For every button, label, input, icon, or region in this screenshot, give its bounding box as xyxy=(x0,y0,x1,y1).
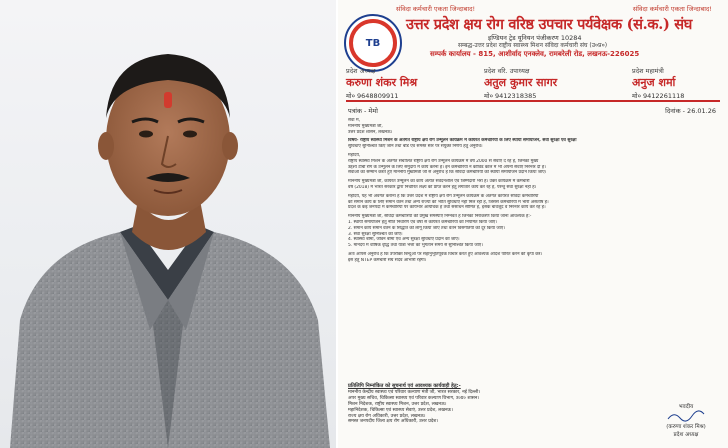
officer-role: प्रदेश वरि. उपाध्यक्ष xyxy=(484,67,530,75)
copy-to-item: अपर मुख्य सचिव, चिकित्सा स्वास्थ्य एवं परिवार कल्याण विभाग, उ०प्र० शासन। xyxy=(348,395,480,401)
portrait-photo xyxy=(0,0,336,448)
letter-line: वर्ष (2018) में भारत सरकार द्वारा निर्धारित लक्ष्य को प्राप्त करने हेतु लगातार कार्य कर रहे हैं, परन्तु सेवा सुरक्षा नहीं है। xyxy=(348,184,537,190)
letter-line: 4. स्वास्थ्य बीमा, जीवन बीमा एवं अन्य सुरक्षा सुविधाएं प्रदान की जाएं। xyxy=(348,237,460,243)
signature-block xyxy=(666,402,706,438)
letter-line: सेवाओं का सम्मान करते हुए माननीय मुख्यमंत्री जी से अनुरोध है कि संविदा कर्मचारियों को स्थायी समायोजन प्रदान किया जाए। xyxy=(348,170,547,176)
letter-line: प्रदेश के कई जनपदों में कर्मचारियों पर कार्यभार अत्यधिक है तथा संसाधन सीमित हैं, इसके बावजूद वे निरन्तर कार्य कर रहे हैं। xyxy=(348,205,546,211)
letter-line: अतः आपसे अनुरोध है कि उपरोक्त बिन्दुओं पर सहानुभूतिपूर्वक विचार करते हुए आवश्यक आदेश पारित करने की कृपा करें। xyxy=(348,251,543,257)
copy-to-list xyxy=(348,390,598,425)
letter-line: सुविधाएं सुनिश्चित किए जाने तथा बोर्ड एवं समस्त स्तर पर संयुक्त निर्णय हेतु अनुरोध। xyxy=(348,144,483,150)
letter-document xyxy=(338,0,728,448)
signature-role: प्रदेश अध्यक्ष xyxy=(673,432,699,438)
slogan-left: संविदा कर्मचारी एकता जिन्दाबाद! xyxy=(396,5,476,13)
officer-role: प्रदेश अध्यक्ष xyxy=(346,67,376,75)
letter-line: महोदय, यह भी अवगत कराना है कि उत्तर प्रदेश में राष्ट्रीय क्षय रोग उन्मूलन कार्यक्रम के अंतर्गत कार्यरत संविदा कर्मचारियों xyxy=(348,193,539,199)
officers-row xyxy=(346,66,722,100)
officer-mobile: मो० 9412318385 xyxy=(484,92,537,100)
union-logo xyxy=(344,14,402,72)
officer-vice-president xyxy=(484,66,557,100)
copy-to-item: मिशन निदेशक, राष्ट्रीय स्वास्थ्य मिशन, उत्तर प्रदेश, लखनऊ। xyxy=(348,401,447,407)
slogan-right: संविदा कर्मचारी एकता जिन्दाबाद! xyxy=(632,5,712,13)
org-title: उत्तर प्रदेश क्षय रोग वरिष्ठ उपचार पर्यवेक्षक (सं.क.) संघ xyxy=(406,16,693,33)
officer-role: प्रदेश महामंत्री xyxy=(632,67,664,75)
officer-mobile: मो० 9648809911 xyxy=(346,92,399,100)
logo-text: TB xyxy=(365,37,381,49)
letter-line: 2. समान कार्य समान वेतन के सिद्धांत को लागू किया जाए तथा वेतन विसंगतियों को दूर किया जाए। xyxy=(348,225,505,231)
officer-name: अनुज शर्मा xyxy=(632,76,676,89)
letter-body xyxy=(348,118,718,264)
header-divider xyxy=(346,100,720,102)
letter-line: उद्देश्य टीबी रोग के उन्मूलन के लिए समुदाय में कार्य करना है। इन कर्मचारियों ने कोविड काल में भी अपनी सेवाएं निरन्तर दी हैं। xyxy=(348,164,546,170)
letter-date: दिनांक - 26.01.26 xyxy=(665,107,716,115)
officer-name: अतुल कुमार सागर xyxy=(484,76,558,89)
address-line: सम्पर्क कार्यालय - 815, आशीर्वाद एनक्लेव, रामबरेली रोड, लखनऊ-226025 xyxy=(430,50,640,58)
letter-line: माननीय मुख्यमंत्री जी, कार्यरत उन्मूलन का कार्य अत्यंत संवेदनशील एवं जिम्मेदारी भरा है। उक्त कार्यक्रम में कर्मचारी xyxy=(348,179,530,185)
letter-line: उत्तर प्रदेश शासन, लखनऊ। xyxy=(348,129,393,135)
copy-to-item: महानिदेशक, चिकित्सा एवं स्वास्थ्य सेवाएं, उत्तर प्रदेश, लखनऊ। xyxy=(348,407,453,413)
officer-president xyxy=(346,66,417,100)
affiliation-line: सम्बद्ध-उत्तर प्रदेश राष्ट्रीय स्वास्थ्य मिशन संविदा कर्मचारी संघ (उ०प्र०) xyxy=(458,42,608,49)
letter-line: 1. स्थायी समायोजन हेतु नीति निर्धारण एवं वर्षों से कार्यरत कर्मचारियों को नियमित किया जाए। xyxy=(348,219,497,225)
letter-line: विषय- राष्ट्रीय स्वास्थ्य मिशन के अंतर्गत राष्ट्रीय क्षय रोग उन्मूलन कार्यक्रम में कार्यरत कर्मचारियों के लिए स्थायी समायोजन, सेवा सुरक्षा एवं सुरक्षा xyxy=(348,138,577,144)
copy-to-item: राज्य क्षय रोग अधिकारी, उत्तर प्रदेश, लखनऊ। xyxy=(348,413,426,419)
letter-line: महोदय, xyxy=(348,152,361,158)
registration-line: इण्डियन ट्रेड यूनियन पंजीकरण 10284 xyxy=(488,34,582,42)
signature-closing: भवदीय xyxy=(678,404,694,410)
officer-mobile: मो० 9412261118 xyxy=(632,92,685,100)
officer-name: करुणा शंकर मिश्र xyxy=(346,76,418,89)
letter-line: 3. सेवा सुरक्षा सुनिश्चित की जाए। xyxy=(348,231,403,237)
letter-ref: पत्रांक - मेमो xyxy=(348,107,378,115)
letter-line: 5. मानदेय में वार्षिक वृद्धि तथा यात्रा भत्ता का भुगतान समय से सुनिश्चित किया जाए। xyxy=(348,243,483,249)
signature-name: (करुणा शंकर मिश्र) xyxy=(666,424,706,430)
copy-to-section xyxy=(348,384,598,425)
letter-line: को समान कार्य के लिए समान वेतन तथा अन्य राज्यों की भांति सुविधाएं नहीं मिल रही हैं, जिससे कर्मचारियों में भारी असंतोष है। xyxy=(348,199,549,205)
letter-line: माननीय मुख्यमंत्री जी, xyxy=(348,123,383,129)
signature-mark xyxy=(666,410,706,422)
letter-line: इस हेतु NTEP कर्मचारी संघ सदैव आभारी रहेगा। xyxy=(348,257,427,263)
slogan-bar xyxy=(346,0,720,14)
letter-line: सेवा में, xyxy=(348,118,360,123)
letter-line: माननीय मुख्यमंत्री जी, संविदा कर्मचारियों की प्रमुख समस्याएं निम्नवत हैं जिनका निराकरण किया जाना आवश्यक है:- xyxy=(348,214,532,220)
copy-to-item: माननीय केन्द्रीय स्वास्थ्य एवं परिवार कल्याण मंत्री जी, भारत सरकार, नई दिल्ली। xyxy=(348,389,481,395)
copy-to-item: समस्त जनपदीय जिला क्षय रोग अधिकारी, उत्तर प्रदेश। xyxy=(348,419,439,425)
copy-to-heading: प्रतिलिपि निम्नांकित को सूचनार्थ एवं आवश्यक कार्यवाही हेतु:- xyxy=(348,383,461,389)
portrait-illustration xyxy=(0,0,336,448)
letter-line: राष्ट्रीय स्वास्थ्य मिशन के अंतर्गत संचालित राष्ट्रीय क्षय रोग उन्मूलन कार्यक्रम में वर्ष 2000 से सेवाएं दे रहे हैं, जिनका मुख्य xyxy=(348,158,539,164)
officer-general-secretary xyxy=(632,66,684,100)
